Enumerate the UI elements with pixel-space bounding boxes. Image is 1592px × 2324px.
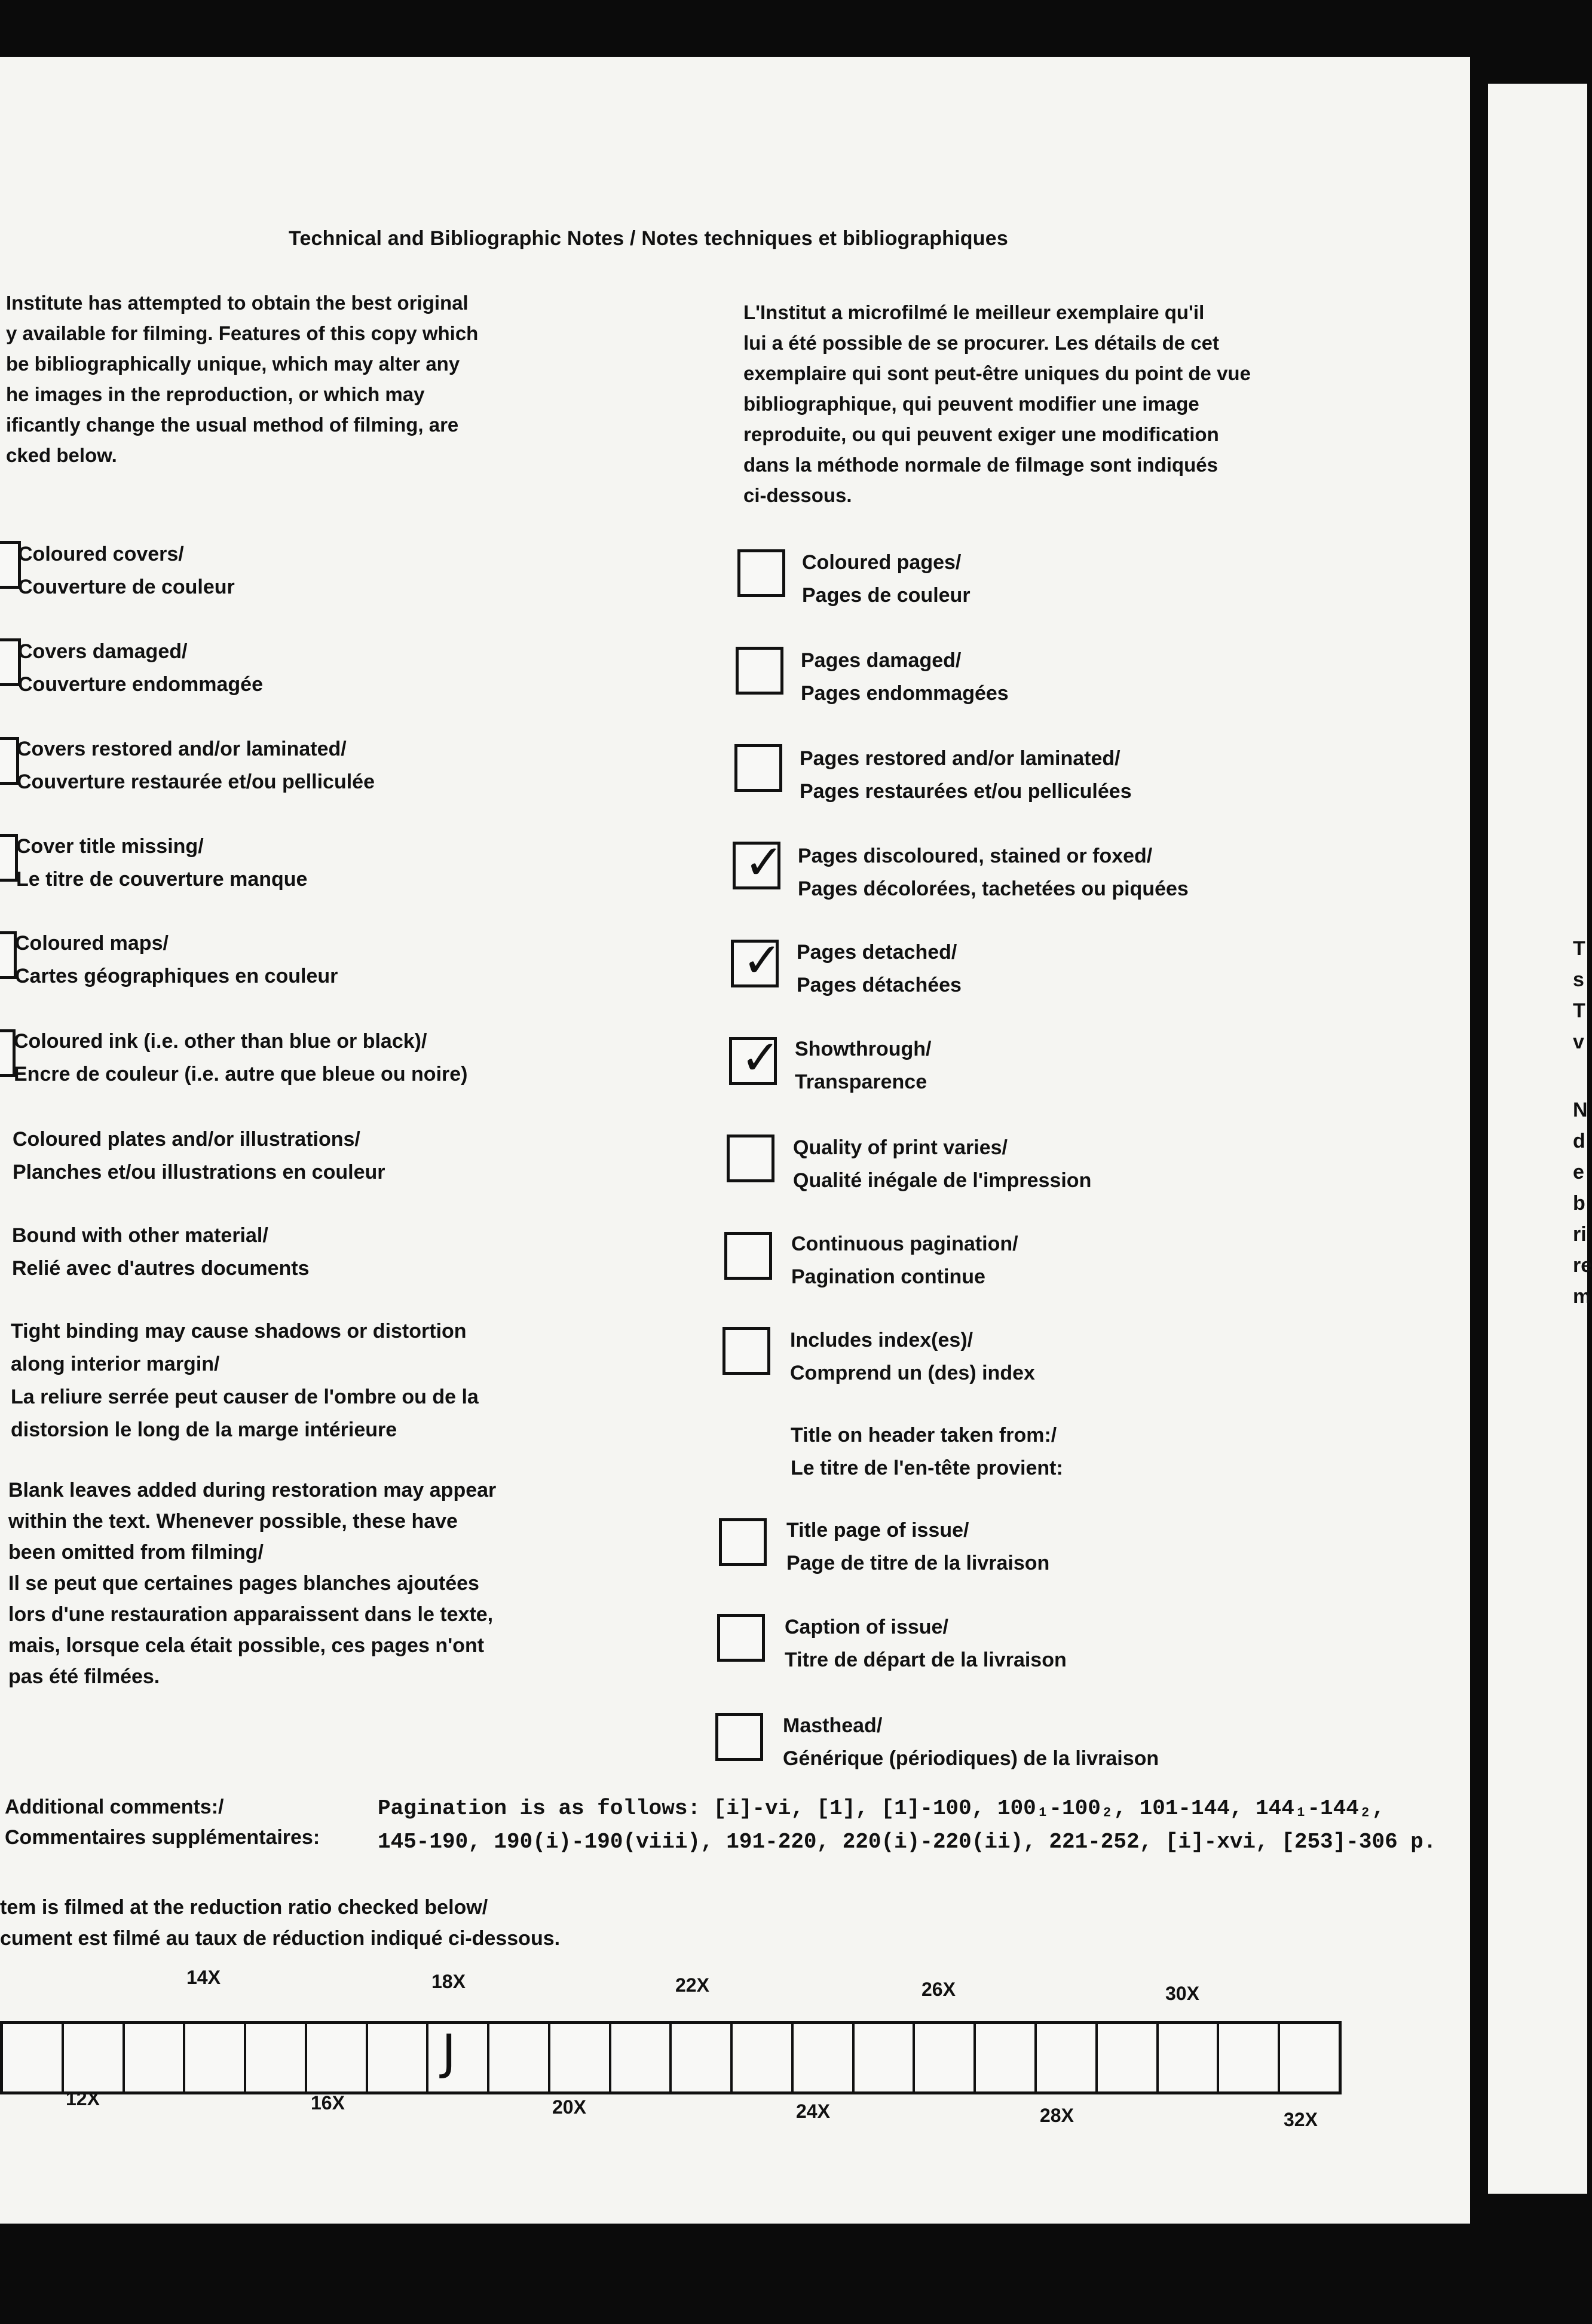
checkmark-icon: ✓ <box>742 932 783 988</box>
intro-french-line: ci-dessous. <box>743 484 852 506</box>
ratio-check-mark: J <box>442 2025 456 2080</box>
checkbox-cover-title-missing[interactable] <box>0 834 18 882</box>
checkbox-pages-discoloured[interactable] <box>733 834 785 890</box>
option-bound-with-other: Bound with other material/ Relié avec d'autres documents <box>12 1224 310 1280</box>
option-includes-index: Includes index(es)/ Comprend un (des) index <box>790 1329 1035 1384</box>
ratio-label-22x: 22X <box>675 1974 709 1996</box>
option-blank-leaves: Blank leaves added during restoration may appear within the text. Whenever possible, these have been omitted from filming/ Il se peut que certaines pages blanches ajoutées lors d'une restauration apparaissent dans le texte, mais, lorsque cela était possible, ces pages n'ont pas été filmées. <box>8 1479 497 1688</box>
adjacent-page-fragment: ri <box>1573 1223 1587 1246</box>
option-tight-binding: Tight binding may cause shadows or distortion along interior margin/ La reliure serrée peut causer de l'ombre ou de la distorsion le long de la marge intérieure <box>11 1320 479 1441</box>
ratio-cell[interactable] <box>915 2024 976 2091</box>
ratio-cell[interactable] <box>428 2024 489 2091</box>
ratio-cell[interactable] <box>368 2024 429 2091</box>
ratio-cell[interactable] <box>489 2024 550 2091</box>
ratio-cell[interactable] <box>125 2024 186 2091</box>
option-masthead: Masthead/ Générique (périodiques) de la livraison <box>783 1714 1159 1770</box>
option-pages-damaged: Pages damaged/ Pages endommagées <box>801 649 1009 705</box>
ratio-cell[interactable] <box>855 2024 916 2091</box>
reduction-instruction: tem is filmed at the reduction ratio checked below/ cument est filmé au taux de réduction indiqué ci-dessous. <box>0 1896 561 1950</box>
option-title-on-header: Title on header taken from:/ Le titre de l'en-tête provient: <box>791 1424 1063 1479</box>
ratio-label-24x: 24X <box>796 2100 830 2122</box>
ratio-cell[interactable] <box>1098 2024 1159 2091</box>
ratio-label-26x: 26X <box>921 1979 956 2000</box>
ratio-cell[interactable] <box>1037 2024 1098 2091</box>
ratio-cell[interactable] <box>3 2024 64 2091</box>
ratio-label-12x: 12X <box>66 2088 100 2109</box>
adjacent-page-fragment: T <box>1573 999 1585 1022</box>
checkbox-pages-damaged[interactable] <box>736 647 783 695</box>
reduction-ratio-strip <box>0 2021 1342 2094</box>
ratio-cell[interactable] <box>246 2024 307 2091</box>
option-covers-restored: Covers restored and/or laminated/ Couverture restaurée et/ou pelliculée <box>17 738 375 793</box>
intro-french-line: exemplaire qui sont peut-être uniques du point de vue <box>743 362 1251 384</box>
intro-english-line: he images in the reproduction, or which may <box>6 383 425 405</box>
intro-french-line: lui a été possible de se procurer. Les détails de cet <box>743 332 1219 354</box>
ratio-label-16x: 16X <box>311 2092 345 2114</box>
checkbox-caption-of-issue[interactable] <box>717 1614 765 1662</box>
intro-french-line: reproduite, ou qui peuvent exiger une modification <box>743 423 1219 445</box>
option-title-page-of-issue: Title page of issue/ Page de titre de la livraison <box>786 1519 1050 1574</box>
option-caption-of-issue: Caption of issue/ Titre de départ de la livraison <box>785 1616 1067 1671</box>
adjacent-page-fragment: e <box>1573 1161 1584 1184</box>
checkmark-icon: ✓ <box>740 1030 781 1085</box>
checkbox-masthead[interactable] <box>715 1713 763 1761</box>
adjacent-page-fragment: b <box>1573 1192 1585 1215</box>
intro-english-line: ificantly change the usual method of filming, are <box>6 414 459 436</box>
ratio-cell[interactable] <box>1219 2024 1280 2091</box>
checkbox-coloured-maps[interactable] <box>0 931 17 979</box>
ratio-cell[interactable] <box>185 2024 246 2091</box>
option-coloured-maps: Coloured maps/ Cartes géographiques en couleur <box>15 932 338 987</box>
intro-english-line: y available for filming. Features of this copy which <box>6 322 479 344</box>
intro-english-line: cked below. <box>6 444 117 466</box>
page-title: Technical and Bibliographic Notes / Notes techniques et bibliographiques <box>289 227 1008 250</box>
checkbox-showthrough[interactable] <box>729 1030 781 1085</box>
intro-french-line: L'Institut a microfilmé le meilleur exemplaire qu'il <box>743 301 1205 323</box>
ratio-label-32x: 32X <box>1284 2109 1318 2130</box>
intro-english <box>6 288 478 470</box>
option-covers-damaged: Covers damaged/ Couverture endommagée <box>18 640 263 696</box>
adjacent-page-fragment: v <box>1573 1030 1584 1053</box>
ratio-label-18x: 18X <box>431 1971 466 1992</box>
ratio-cell[interactable] <box>64 2024 125 2091</box>
adjacent-page-fragment: re <box>1573 1254 1592 1277</box>
ratio-cell[interactable] <box>611 2024 672 2091</box>
ratio-cell[interactable] <box>733 2024 794 2091</box>
option-coloured-pages: Coloured pages/ Pages de couleur <box>802 551 970 607</box>
ratio-label-30x: 30X <box>1165 1983 1199 2004</box>
option-coloured-ink: Coloured ink (i.e. other than blue or black)/ Encre de couleur (i.e. autre que bleue ou noire) <box>14 1030 468 1085</box>
option-pages-discoloured: Pages discoloured, stained or foxed/ Pages décolorées, tachetées ou piquées <box>798 845 1189 900</box>
adjacent-page-fragment: N <box>1573 1099 1588 1121</box>
option-pages-detached: Pages detached/ Pages détachées <box>797 941 962 996</box>
comments-label: Additional comments:/ Commentaires supplémentaires: <box>5 1796 320 1849</box>
intro-french-line: bibliographique, qui peuvent modifier une image <box>743 393 1199 415</box>
adjacent-page-fragment: T <box>1573 937 1585 960</box>
option-continuous-pagination: Continuous pagination/ Pagination continue <box>791 1233 1018 1288</box>
checkbox-quality-of-print[interactable] <box>727 1135 774 1182</box>
comments-line: 145-190, 190(i)-190(viii), 191-220, 220(i)-220(ii), 221-252, [i]-xvi, [253]-306 p. <box>378 1830 1437 1854</box>
checkbox-title-page-of-issue[interactable] <box>719 1518 767 1566</box>
option-cover-title-missing: Cover title missing/ Le titre de couverture manque <box>16 835 308 891</box>
ratio-cell[interactable] <box>672 2024 733 2091</box>
ratio-cell[interactable] <box>1280 2024 1339 2091</box>
intro-english-line: Institute has attempted to obtain the best original <box>6 292 469 314</box>
checkbox-includes-index[interactable] <box>722 1327 770 1375</box>
ratio-cell[interactable] <box>307 2024 368 2091</box>
checkbox-pages-detached[interactable] <box>731 932 783 988</box>
comments-text <box>378 1792 1437 1859</box>
intro-french-line: dans la méthode normale de filmage sont indiqués <box>743 454 1218 476</box>
ratio-label-28x: 28X <box>1040 2105 1074 2126</box>
ratio-cell[interactable] <box>794 2024 855 2091</box>
intro-english-line: be bibliographically unique, which may alter any <box>6 353 460 375</box>
adjacent-page-fragment: m <box>1573 1285 1591 1308</box>
ratio-cell[interactable] <box>1159 2024 1220 2091</box>
checkmark-icon: ✓ <box>744 834 785 890</box>
adjacent-page-fragment: s <box>1573 968 1584 991</box>
ratio-cell[interactable] <box>550 2024 611 2091</box>
option-quality-of-print: Quality of print varies/ Qualité inégale de l'impression <box>793 1136 1092 1192</box>
option-coloured-plates: Coloured plates and/or illustrations/ Planches et/ou illustrations en couleur <box>13 1128 385 1184</box>
option-coloured-covers: Coloured covers/ Couverture de couleur <box>18 543 235 598</box>
ratio-cell[interactable] <box>976 2024 1037 2091</box>
checkbox-pages-restored[interactable] <box>734 744 782 792</box>
ratio-label-20x: 20X <box>552 2096 586 2118</box>
adjacent-page-fragment: d <box>1573 1130 1585 1152</box>
intro-french <box>743 297 1251 510</box>
checkbox-continuous-pagination[interactable] <box>724 1232 772 1280</box>
option-pages-restored: Pages restored and/or laminated/ Pages restaurées et/ou pelliculées <box>800 747 1132 803</box>
comments-line: Pagination is as follows: [i]-vi, [1], [1]-100, 100₁-100₂, 101-144, 144₁-144₂, <box>378 1796 1385 1821</box>
option-showthrough: Showthrough/ Transparence <box>795 1038 932 1093</box>
checkbox-coloured-pages[interactable] <box>737 549 785 597</box>
ratio-label-14x: 14X <box>186 1967 221 1988</box>
